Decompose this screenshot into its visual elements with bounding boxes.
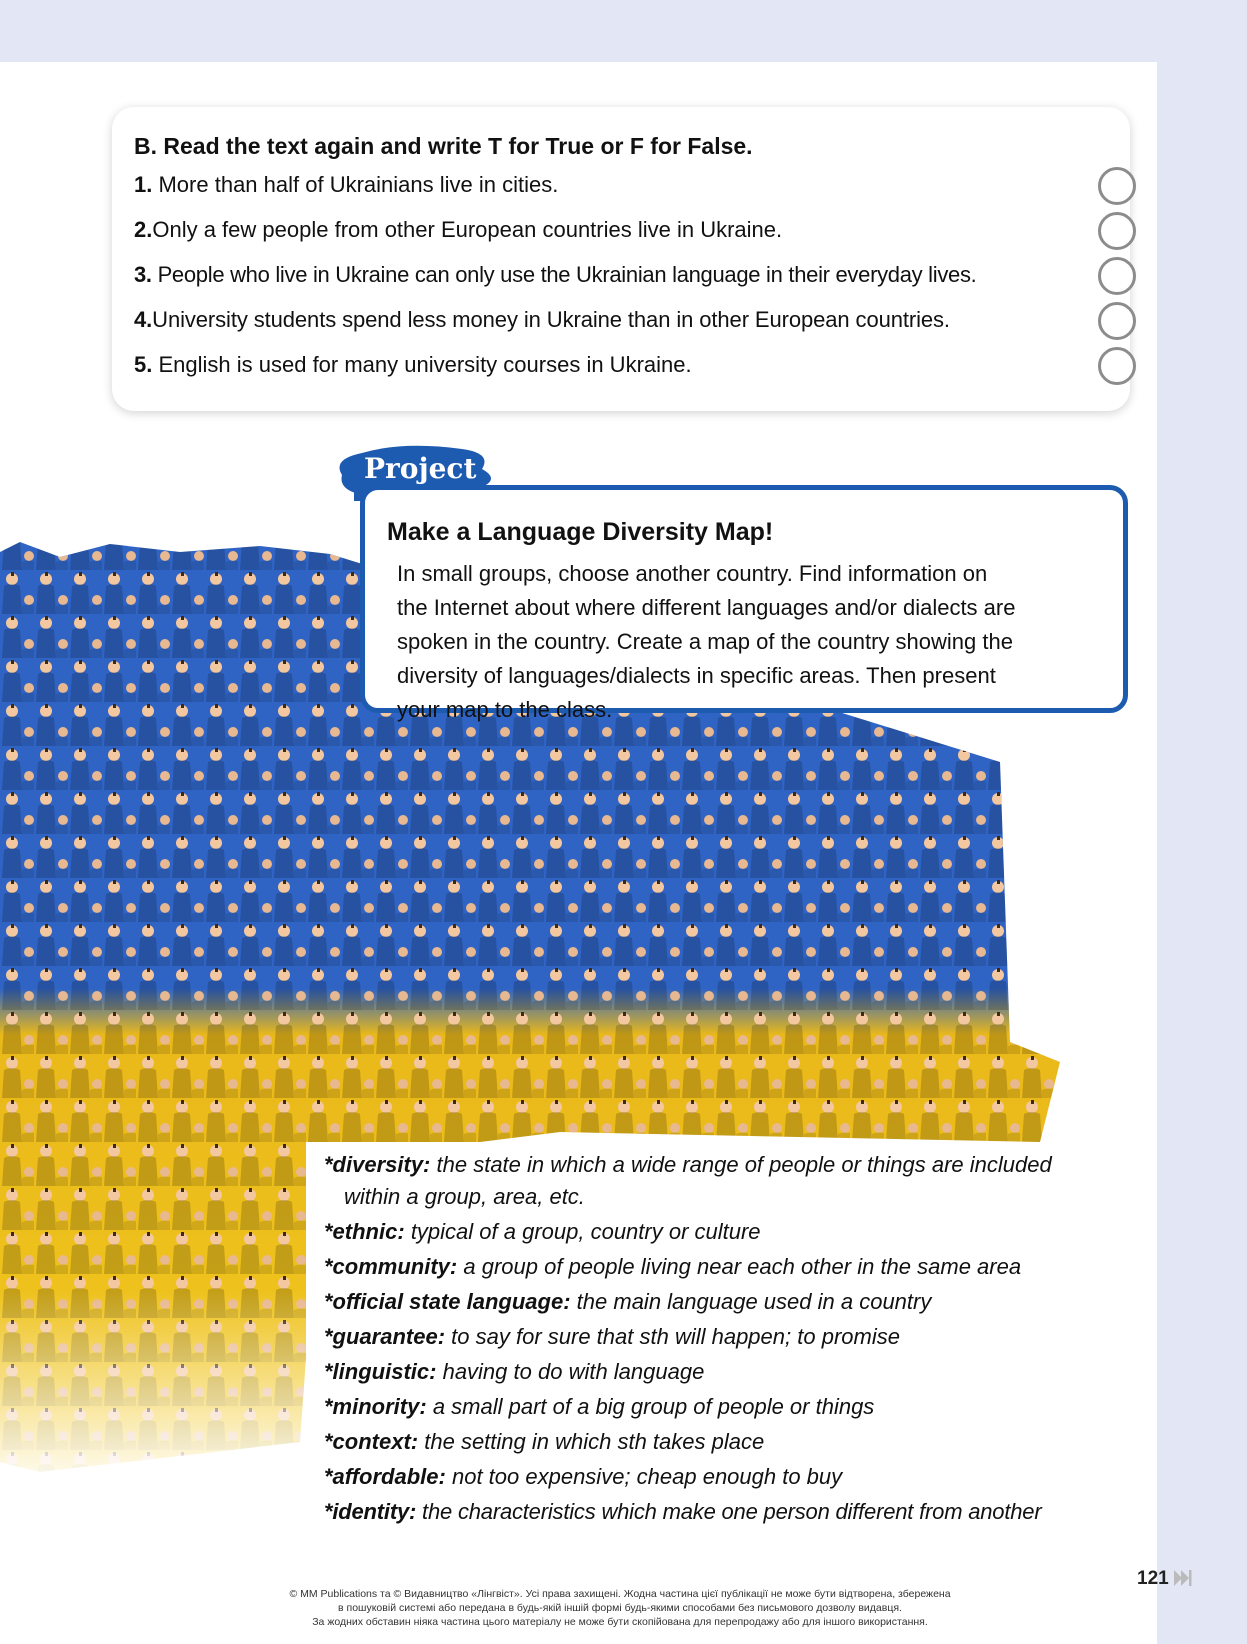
- fast-forward-icon[interactable]: [1174, 1570, 1192, 1586]
- item-number: 5.: [134, 352, 153, 377]
- exercise-item: [134, 167, 1124, 203]
- exercise-item: [134, 212, 1124, 248]
- copyright-notice: [240, 1587, 1000, 1629]
- true-false-exercise: [112, 107, 1130, 411]
- glossary-definition: not too expensive; cheap enough to buy: [451, 1464, 843, 1489]
- answer-circle-5[interactable]: [1098, 347, 1136, 385]
- glossary-entry: [324, 1425, 1144, 1459]
- project-title: Make a Language Diversity Map!: [387, 518, 774, 546]
- item-text: More than half of Ukrainians live in cities.: [158, 172, 559, 197]
- glossary-term: *community:: [324, 1254, 458, 1279]
- item-number: 3.: [134, 262, 152, 287]
- glossary-definition: a group of people living near each other in the same area: [463, 1254, 1022, 1279]
- glossary-entry-continuation: within a group, area, etc.: [344, 1184, 585, 1209]
- answer-circle-4[interactable]: [1098, 302, 1136, 340]
- item-text: English is used for many university courses in Ukraine.: [158, 352, 692, 377]
- copyright-line: За жодних обставин ніяка частина цього матеріалу не може бути скопійована для перепродажу або для іншого використання.: [312, 1616, 928, 1628]
- textbook-page: [0, 62, 1157, 1644]
- item-number: 4.: [134, 307, 153, 332]
- item-text: Only a few people from other European countries live in Ukraine.: [152, 217, 783, 242]
- glossary-definition: the state in which a wide range of people or things are included: [436, 1152, 1052, 1177]
- glossary-definition: to say for sure that sth will happen; to promise: [451, 1324, 900, 1349]
- glossary-entry: [324, 1495, 1144, 1529]
- glossary-definition: the setting in which sth takes place: [424, 1429, 765, 1454]
- glossary: [306, 1142, 1146, 1542]
- copyright-line: © MM Publications та © Видавництво «Лінгвіст». Усі права захищені. Жодна частина цієї публікації не може бути відтворена, збережена: [289, 1588, 951, 1600]
- exercise-item: [134, 347, 1124, 383]
- glossary-definition: the characteristics which make one person different from another: [422, 1499, 1042, 1524]
- answer-circle-3[interactable]: [1098, 257, 1136, 295]
- glossary-definition: typical of a group, country or culture: [410, 1219, 761, 1244]
- glossary-term: *linguistic:: [324, 1359, 437, 1384]
- project-line: diversity of languages/dialects in specific areas. Then present: [397, 663, 996, 688]
- page-number: 121: [1137, 1568, 1169, 1589]
- glossary-definition: the main language used in a country: [576, 1289, 932, 1314]
- exercise-title: B. Read the text again and write T for True or F for False.: [134, 133, 753, 159]
- project-line: spoken in the country. Create a map of the country showing the: [397, 629, 1013, 654]
- glossary-term: *ethnic:: [324, 1219, 405, 1244]
- glossary-term: *guarantee:: [324, 1324, 446, 1349]
- glossary-term: *context:: [324, 1429, 419, 1454]
- exercise-item: [134, 257, 1124, 293]
- glossary-definition: a small part of a big group of people or things: [432, 1394, 875, 1419]
- project-box: [360, 485, 1128, 722]
- glossary-definition: having to do with language: [442, 1359, 705, 1384]
- glossary-entry: [324, 1390, 1144, 1424]
- glossary-term: *identity:: [324, 1499, 417, 1524]
- glossary-entry: [324, 1355, 1144, 1389]
- glossary-entry: [324, 1250, 1144, 1284]
- project-line: In small groups, choose another country. Find information on: [397, 561, 988, 586]
- glossary-entry: [324, 1148, 1144, 1182]
- project-label: Project: [364, 452, 477, 485]
- project-line: your map to the class.: [397, 697, 613, 722]
- glossary-entry: [324, 1460, 1144, 1494]
- glossary-term: *affordable:: [324, 1464, 446, 1489]
- answer-circle-1[interactable]: [1098, 167, 1136, 205]
- glossary-entry: [324, 1215, 1144, 1249]
- project-instructions: [397, 557, 1097, 727]
- glossary-entry: [324, 1320, 1144, 1354]
- project-line: the Internet about where different languages and/or dialects are: [397, 595, 1016, 620]
- glossary-term: *minority:: [324, 1394, 427, 1419]
- glossary-term: *diversity:: [324, 1152, 431, 1177]
- answer-circle-2[interactable]: [1098, 212, 1136, 250]
- item-text: University students spend less money in Ukraine than in other European countries.: [152, 307, 950, 332]
- glossary-entry: [324, 1285, 1144, 1319]
- glossary-term: *official state language:: [324, 1289, 571, 1314]
- item-text: People who live in Ukraine can only use the Ukrainian language in their everyday lives.: [157, 262, 977, 287]
- copyright-line: в пошуковій системі або передана в будь-якій іншій формі будь-якими способами без письмового дозволу видавця.: [338, 1602, 902, 1614]
- exercise-item: [134, 302, 1124, 338]
- item-number: 1.: [134, 172, 153, 197]
- item-number: 2.: [134, 217, 153, 242]
